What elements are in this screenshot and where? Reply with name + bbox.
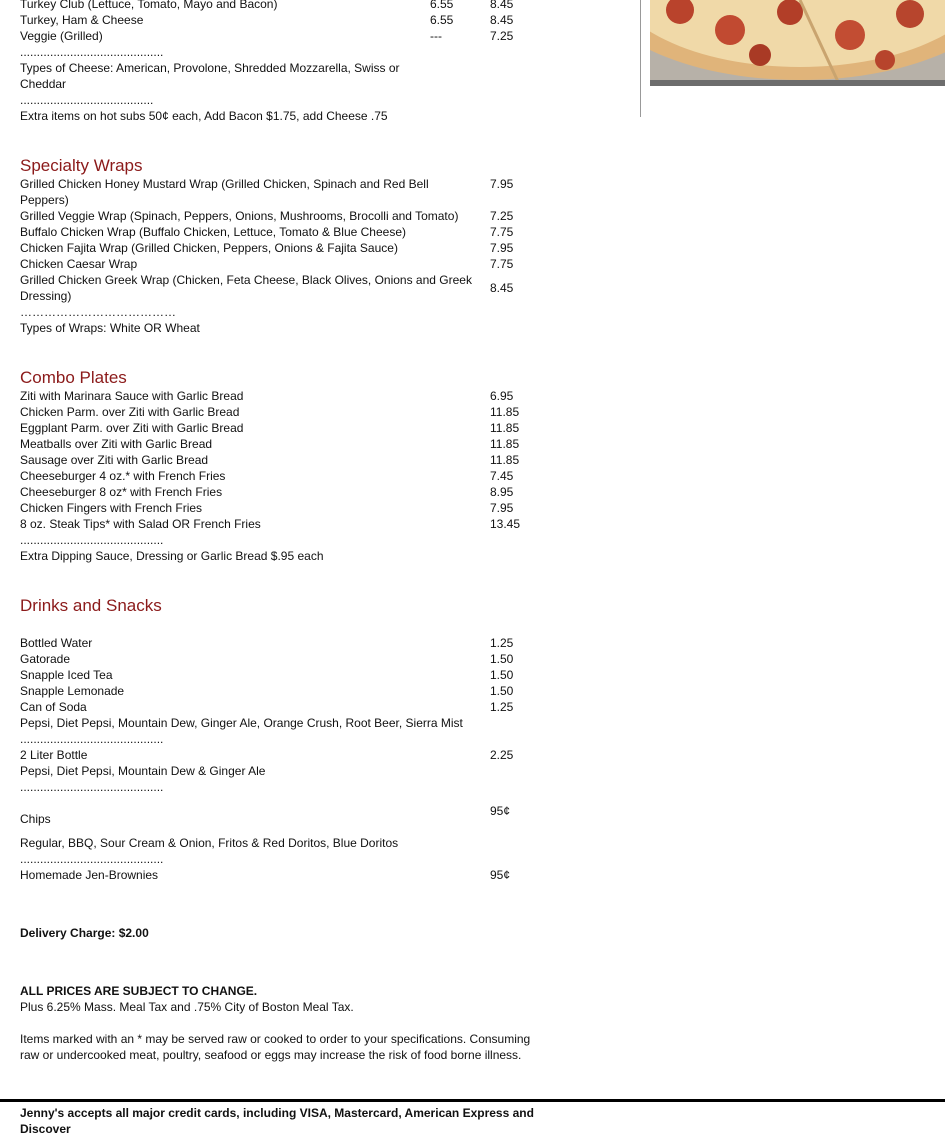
item-price: 1.25	[490, 700, 514, 714]
menu-row	[20, 651, 540, 667]
dotted-separator: ...........................................	[20, 533, 164, 547]
item-name: Chicken Fajita Wrap (Grilled Chicken, Peppers, Onions & Fajita Sauce)	[20, 241, 398, 255]
delivery-charge: Delivery Charge: $2.00	[20, 926, 149, 940]
item-price: 11.85	[490, 405, 520, 419]
menu-row	[20, 867, 540, 883]
item-price: 7.45	[490, 469, 514, 483]
menu-row	[20, 452, 540, 468]
item-price: 7.75	[490, 225, 514, 239]
item-price: 7.95	[490, 501, 514, 515]
item-price: 7.95	[490, 241, 514, 255]
menu-row	[20, 0, 540, 12]
menu-row	[20, 747, 540, 763]
item-name: Grilled Chicken Honey Mustard Wrap (Grilled Chicken, Spinach and Red Bell Peppers)	[20, 177, 429, 207]
menu-row	[20, 500, 540, 516]
section-title-wraps: Specialty Wraps	[20, 156, 143, 175]
item-name: Chicken Parm. over Ziti with Garlic Bread	[20, 405, 240, 419]
price-large: 7.25	[490, 29, 514, 43]
item-price: 11.85	[490, 453, 520, 467]
menu-column	[20, 0, 540, 1137]
tax-note: Plus 6.25% Mass. Meal Tax and .75% City of Boston Meal Tax.	[20, 1000, 354, 1014]
menu-row	[20, 468, 540, 484]
item-name: Sausage over Ziti with Garlic Bread	[20, 453, 209, 467]
spacer	[20, 616, 540, 635]
menu-row	[20, 208, 540, 224]
spacer	[20, 827, 540, 835]
dotted-separator: ...........................................	[20, 852, 164, 866]
menu-row	[20, 699, 540, 715]
item-name: Grilled Chicken Greek Wrap (Chicken, Feta Cheese, Black Olives, Onions and Greek Dressing)	[20, 273, 472, 303]
drinks-list	[20, 635, 540, 883]
price-large: 8.45	[490, 0, 514, 11]
soda-note: Pepsi, Diet Pepsi, Mountain Dew, Ginger Ale, Orange Crush, Root Beer, Sierra Mist	[20, 716, 463, 730]
dotted-separator: ...........................................	[20, 732, 164, 746]
spacer	[20, 941, 540, 983]
item-price: 11.85	[490, 437, 520, 451]
extras-note: Extra items on hot subs 50¢ each, Add Bacon $1.75, add Cheese .75	[20, 109, 388, 123]
item-name: Chips	[20, 812, 51, 826]
subs-section	[20, 0, 540, 124]
spacer	[20, 1015, 540, 1031]
two-liter-note: Pepsi, Diet Pepsi, Mountain Dew & Ginger Ale	[20, 764, 266, 778]
menu-row	[20, 240, 540, 256]
combos-note: Extra Dipping Sauce, Dressing or Garlic Bread $.95 each	[20, 549, 324, 563]
menu-row	[20, 420, 540, 436]
item-price: 1.50	[490, 668, 514, 682]
menu-row	[20, 484, 540, 500]
item-name: Gatorade	[20, 652, 71, 666]
item-name: Chicken Fingers with French Fries	[20, 501, 203, 515]
item-name: Grilled Veggie Wrap (Spinach, Peppers, Onions, Mushrooms, Brocolli and Tomato)	[20, 209, 459, 223]
dotted-separator: ........................................	[20, 93, 154, 107]
item-name: Meatballs over Ziti with Garlic Bread	[20, 437, 213, 451]
item-price: 95¢	[490, 804, 511, 818]
item-name: Chicken Caesar Wrap	[20, 257, 138, 271]
item-name: Cheeseburger 8 oz* with French Fries	[20, 485, 223, 499]
dotted-separator: …………………………………	[20, 305, 176, 319]
item-name: Buffalo Chicken Wrap (Buffalo Chicken, Lettuce, Tomato & Blue Cheese)	[20, 225, 406, 239]
item-price: 1.50	[490, 652, 514, 666]
item-name: Snapple Lemonade	[20, 684, 125, 698]
menu-row	[20, 224, 540, 240]
item-price: 11.85	[490, 421, 520, 435]
item-name: Cheeseburger 4 oz.* with French Fries	[20, 469, 226, 483]
item-price: 8.45	[490, 281, 514, 295]
chips-note: Regular, BBQ, Sour Cream & Onion, Fritos & Red Doritos, Blue Doritos	[20, 836, 399, 850]
menu-row	[20, 404, 540, 420]
menu-row	[20, 256, 540, 272]
item-price: 1.25	[490, 636, 514, 650]
menu-row	[20, 272, 540, 304]
item-name: Snapple Iced Tea	[20, 668, 113, 682]
combos-list	[20, 388, 540, 564]
item-name: 8 oz. Steak Tips* with Salad OR French Fries	[20, 517, 261, 531]
dotted-separator: ...........................................	[20, 45, 164, 59]
menu-row	[20, 516, 540, 532]
item-name: Can of Soda	[20, 700, 87, 714]
item-price: 6.95	[490, 389, 514, 403]
item-price: 7.75	[490, 257, 514, 271]
section-title-combos: Combo Plates	[20, 368, 127, 387]
raw-food-warning: Items marked with an * may be served raw or cooked to order to your specifications. Consuming raw or undercooked meat, poultry, seafood or eggs may increase the risk of food borne illness.	[20, 1032, 531, 1062]
menu-row	[20, 436, 540, 452]
dotted-separator: ...........................................	[20, 780, 164, 794]
wraps-note: Types of Wraps: White OR Wheat	[20, 321, 200, 335]
item-name: Turkey Club (Lettuce, Tomato, Mayo and Bacon)	[20, 0, 278, 11]
item-name: Turkey, Ham & Cheese	[20, 13, 144, 27]
item-price: 2.25	[490, 748, 514, 762]
menu-row	[20, 388, 540, 404]
menu-row	[20, 28, 540, 44]
menu-row	[20, 176, 540, 208]
pizza-photo	[650, 0, 945, 86]
wraps-list	[20, 176, 540, 336]
prices-change-notice: ALL PRICES ARE SUBJECT TO CHANGE.	[20, 984, 258, 998]
item-name: Ziti with Marinara Sauce with Garlic Bread	[20, 389, 244, 403]
price-small: ---	[430, 29, 442, 43]
item-price: 7.25	[490, 209, 514, 223]
item-name: Eggplant Parm. over Ziti with Garlic Bread	[20, 421, 244, 435]
menu-row	[20, 635, 540, 651]
item-price: 7.95	[490, 177, 514, 191]
price-small: 6.55	[430, 0, 454, 11]
menu-row	[20, 683, 540, 699]
item-price: 95¢	[490, 868, 511, 882]
item-name: Veggie (Grilled)	[20, 29, 103, 43]
item-price: 1.50	[490, 684, 514, 698]
section-title-drinks: Drinks and Snacks	[20, 596, 162, 615]
item-name: 2 Liter Bottle	[20, 748, 88, 762]
item-name: Bottled Water	[20, 636, 93, 650]
price-large: 8.45	[490, 13, 514, 27]
menu-row	[20, 12, 540, 28]
item-price: 8.95	[490, 485, 514, 499]
item-name: Homemade Jen-Brownies	[20, 868, 159, 882]
price-small: 6.55	[430, 13, 454, 27]
spacer	[20, 883, 540, 925]
column-divider	[640, 0, 641, 117]
item-price: 13.45	[490, 517, 521, 531]
credit-cards-note: Jenny's accepts all major credit cards, including VISA, Mastercard, American Express and Discover	[20, 1106, 534, 1136]
menu-row	[20, 667, 540, 683]
menu-row	[20, 795, 540, 827]
cheese-note: Types of Cheese: American, Provolone, Shredded Mozzarella, Swiss or Cheddar	[20, 61, 400, 91]
